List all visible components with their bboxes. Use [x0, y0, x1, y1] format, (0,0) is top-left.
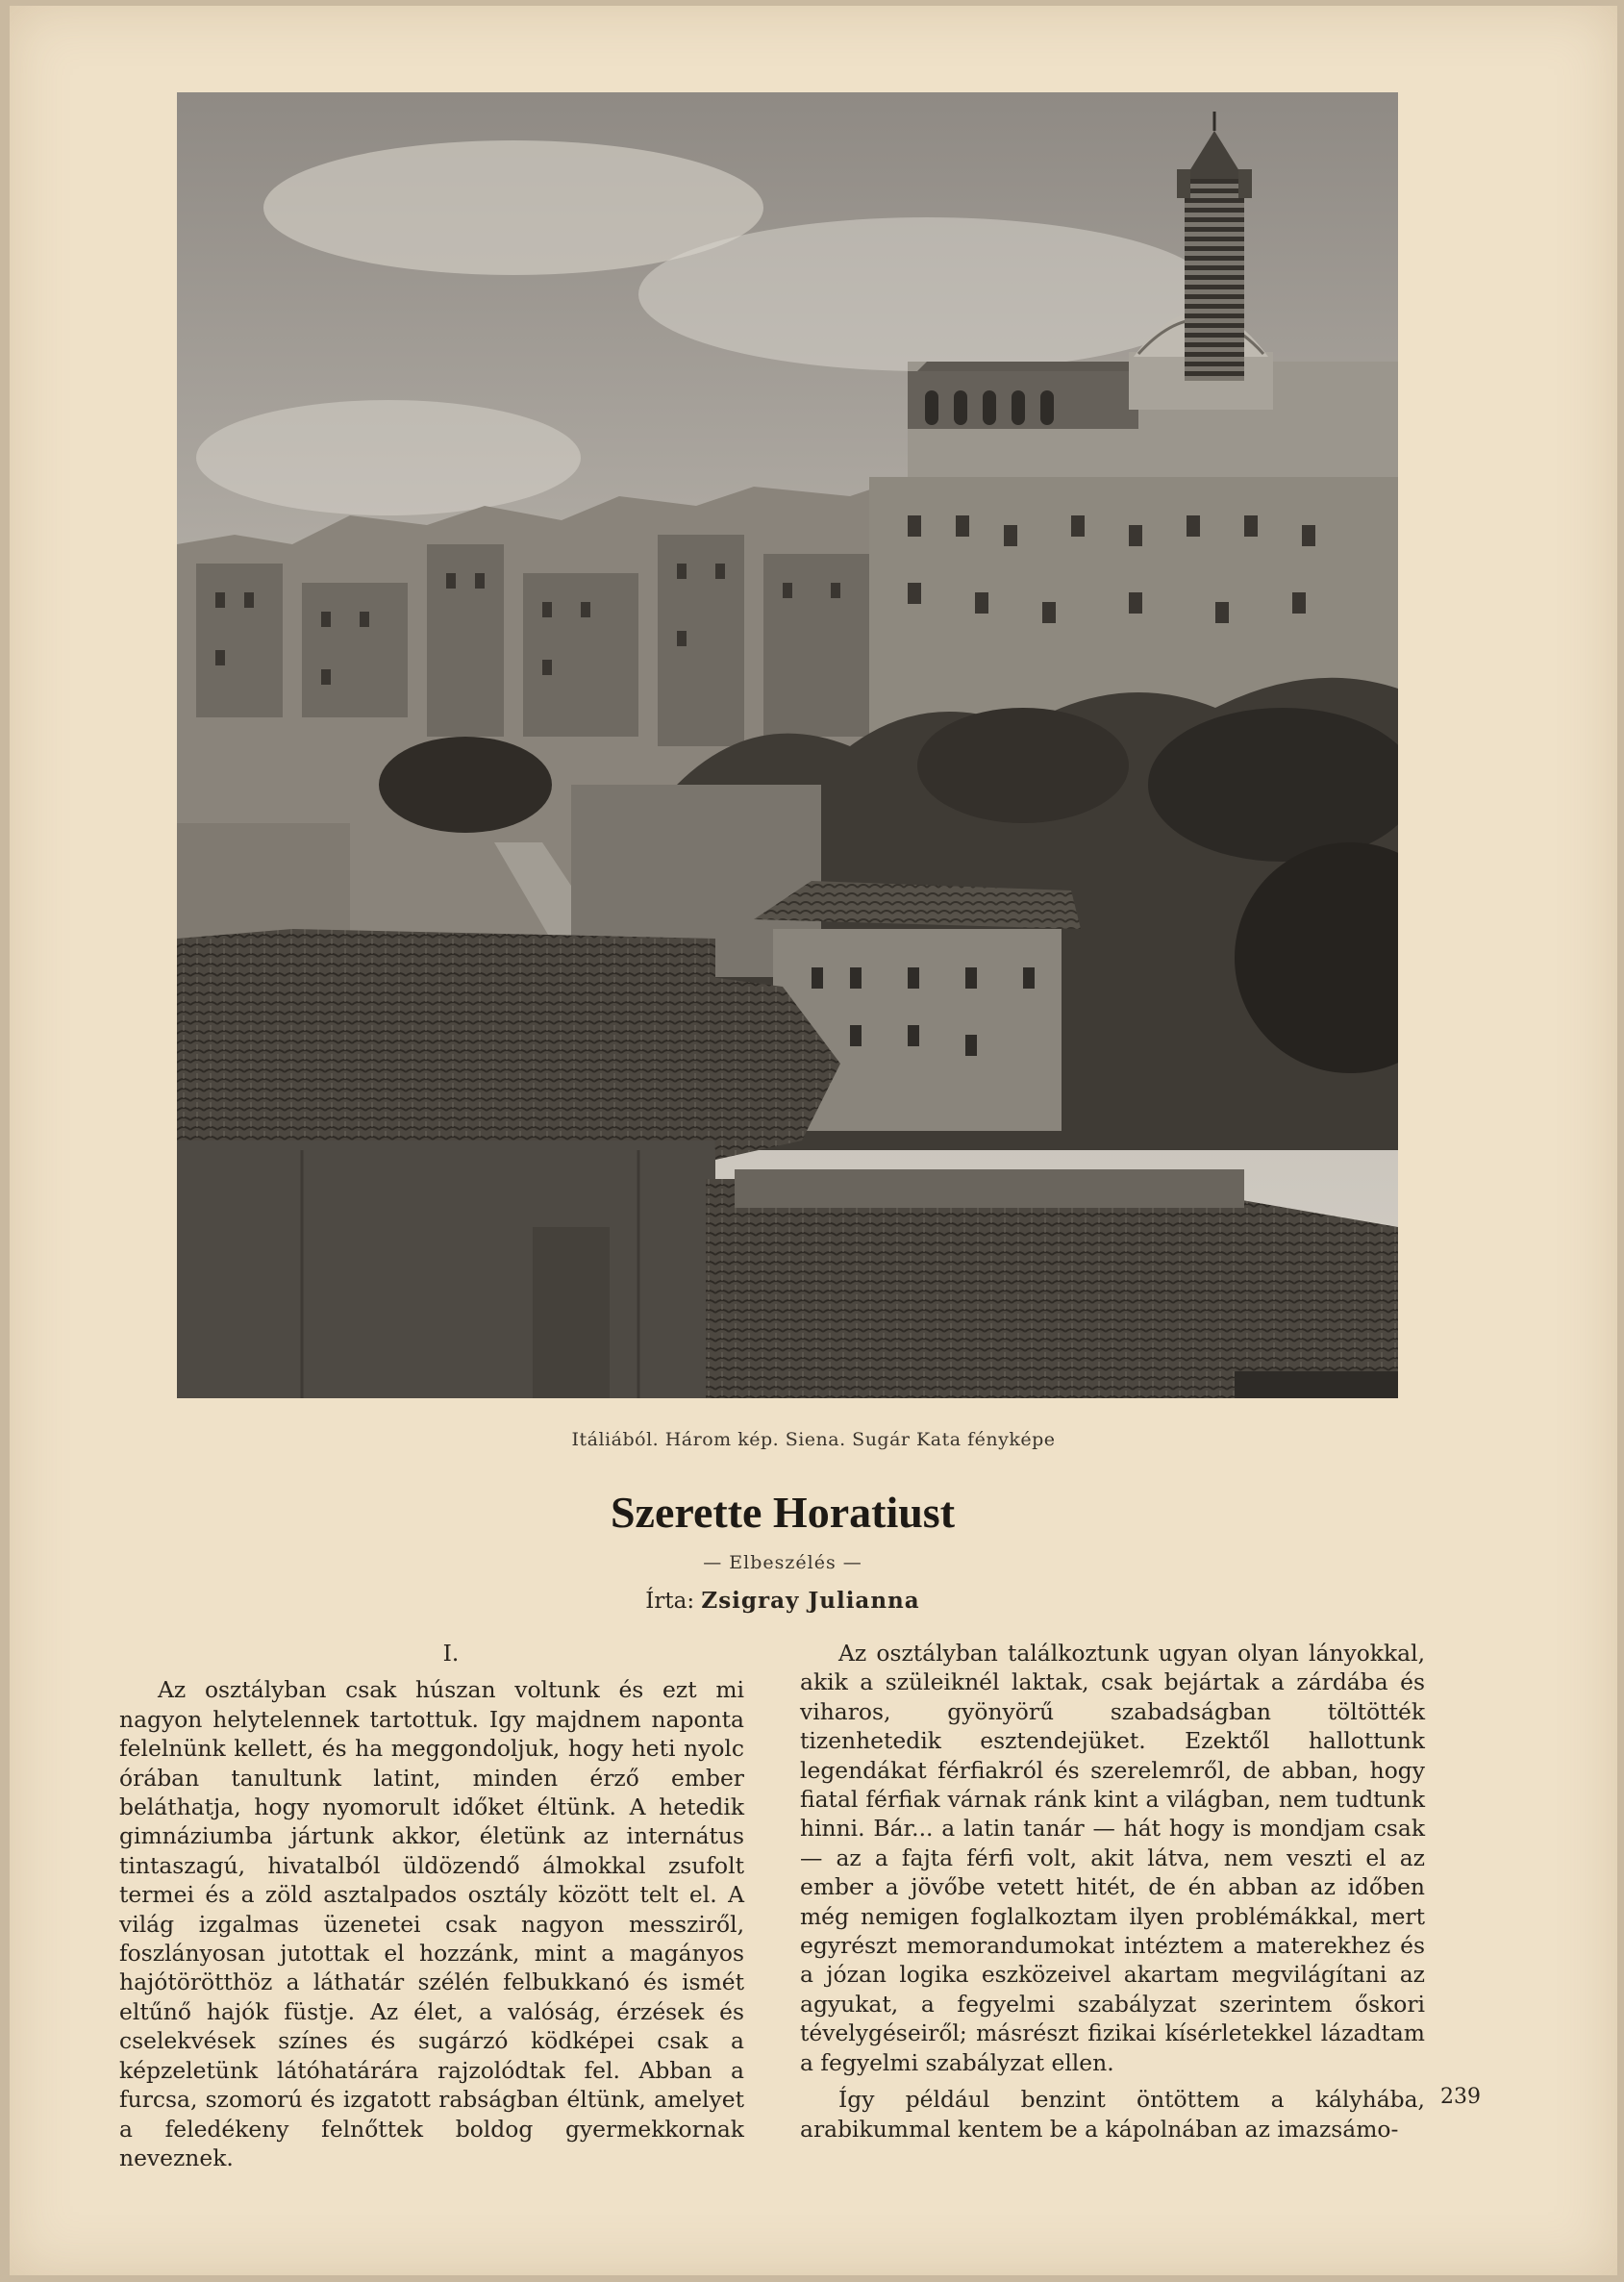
- siena-cityscape-image: [177, 92, 1398, 1398]
- author-name: Zsigray Julianna: [701, 1588, 920, 1614]
- section-number: I.: [442, 1640, 460, 1667]
- magazine-page: [10, 6, 1617, 2275]
- page-number: 239: [1440, 2085, 1481, 2109]
- photo-caption: Itáliából. Három kép. Siena. Sugár Kata fényképe: [571, 1429, 1056, 1450]
- paragraph: Az osztályban találkoztunk ugyan olyan lányokkal, akik a szüleiknél laktak, csak bejártak a zárdába és viharos, gyönyörű szabadságban töltötték tizenhetedik esztendejüket. Ezektől hallottunk legendákat férfiakról és szerelemről, de abban, hogy fiatal férfiak várnak ránk kint a világban, nem tudtunk hinni. Bár... a latin tanár — hát hogy is mondjam csak — az a fajta férfi volt, akit látva, nem veszti el az ember a jövőbe vetett hitét, de én abban az időben még nemigen foglalkoztam ilyen problémákkal, mert egyrészt memorandumokat intéztem a materekhez és a józan logika eszközeivel akartam megvilágítani az agyukat, a fegyelmi szabályzat szerintem őskori tévelygéseiről; másrészt fizikai kísérletekkel lázadtam a fegyelmi szabályzat ellen.: [800, 1640, 1425, 2076]
- paragraph: Az osztályban csak húszan voltunk és ezt mi nagyon helytelennek tartottuk. Igy majdnem naponta felelnünk kellett, és ha meggondoljuk, hogy heti nyolc órában tanultunk latint, minden érző ember beláthatja, hogy nyomorult időket éltünk. A hetedik gimnáziumba jártunk akkor, életünk az internátus tintaszagú, hivatalból üldözendő álmokkal zsufolt termei és a zöld asztalpados osztály között telt el. A világ izgalmas üzenetei csak nagyon messziről, foszlányosan jutottak el hozzánk, mint a magányos hajótörötthöz a láthatár szélén felbukkanó és ismét eltűnő hajók füstje. Az élet, a valóság, érzések és cselekvések színes és sugárzó ködképei csak a képzeletünk látóhatárára rajzolódtak fel. Abban a furcsa, szomorú és izgatott rabságban éltünk, amelyet a feledékeny felnőttek boldog gyermekkornak neveznek.: [119, 1676, 744, 2171]
- paragraph: Így például benzint öntöttem a kályhába, arabikummal kentem be a kápolnában az imazsámo-: [800, 2086, 1425, 2143]
- article-title: Szerette Horatiust: [610, 1488, 956, 1537]
- author-prefix: Írta:: [645, 1589, 702, 1614]
- siena-photograph: [177, 92, 1398, 1398]
- article-subtitle: — Elbeszélés —: [703, 1552, 862, 1573]
- text-column-left: [119, 1639, 744, 2172]
- text-column-right: [800, 1639, 1425, 2144]
- article-author: [10, 1588, 1556, 1614]
